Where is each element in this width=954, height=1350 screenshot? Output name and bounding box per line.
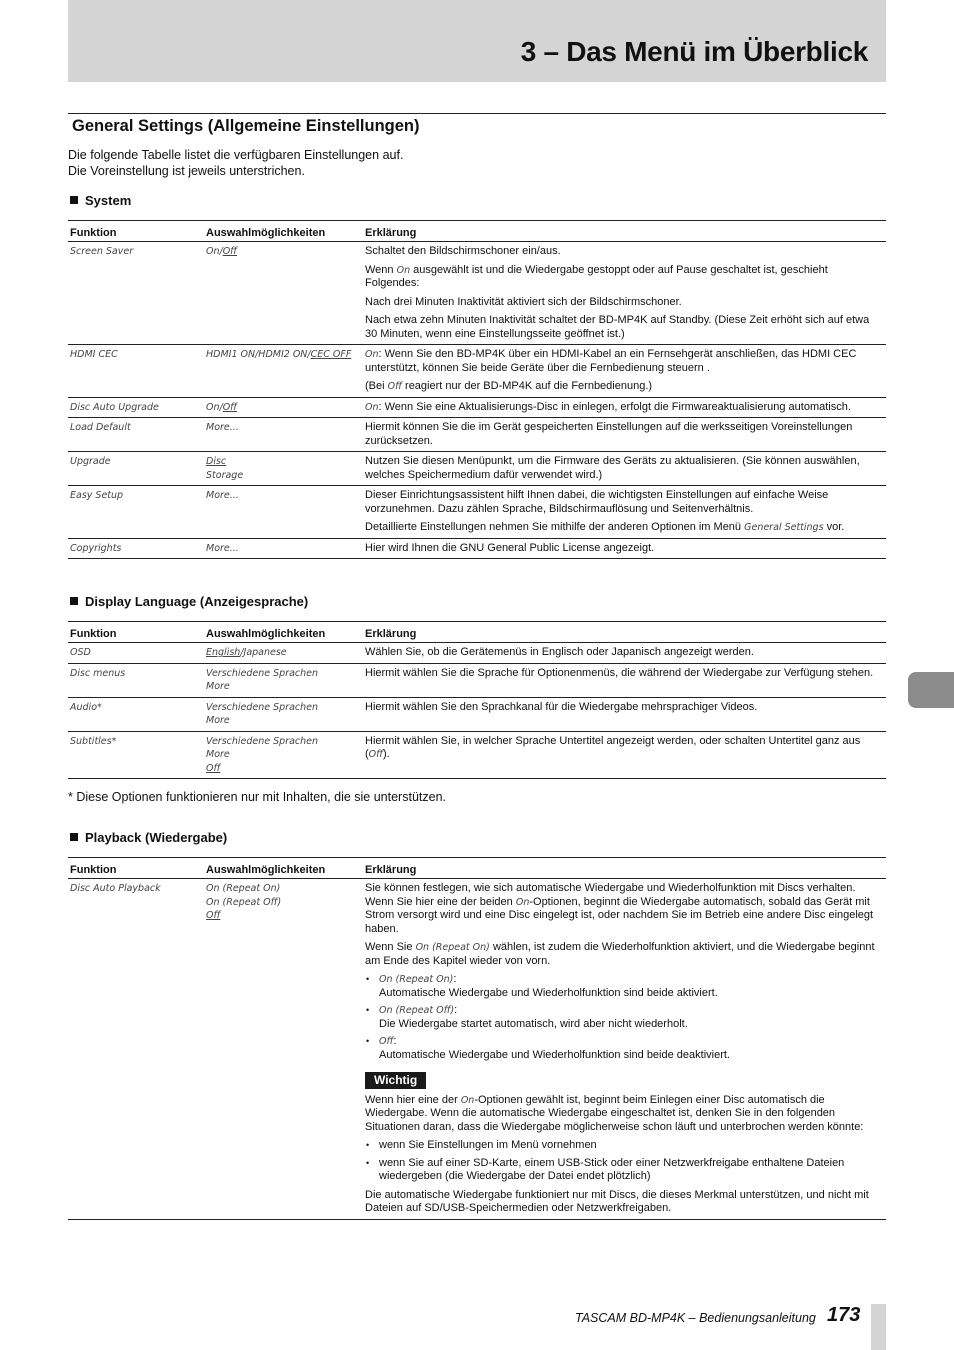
option: More [206,715,230,726]
text: -Optionen, beginnt die Wiedergabe automatisch, sobald das Gerät mit Strom versorgt wird und eine Disc eingelegt ist, oder nachdem Sie im Betrieb eine andere Disc eingelegt haben. [365,895,874,935]
section-rule [68,113,886,114]
text: ). [383,748,390,760]
option-default: Off [206,910,221,921]
text: wählen, ist zudem die Wiederholfunktion aktiviert, und die Wiedergabe beginnt am Ende des Kapitel wieder von vorn. [365,941,875,967]
table-row [68,879,886,1220]
list-item: • wenn Sie auf einer SD-Karte, einem USB-Stick oder einer Netzwerkfreigabe enthaltene Dateien wiedergeben (die Wiedergabe der Datei endet plötzlich) [365,1157,884,1184]
function-name: Load Default [68,418,204,452]
option: More... [206,542,239,554]
options-cell [204,663,363,697]
explanation-text: Nach drei Minuten Inaktivität aktiviert sich der Bildschirmschoner. [365,295,682,308]
table-row [68,242,886,345]
option: On (Repeat On) [206,883,281,894]
subsection-title: Display Language (Anzeigesprache) [85,594,309,609]
options-cell [204,242,363,345]
option-default: English [206,647,241,658]
square-bullet-icon [70,597,78,605]
column-header-function: Funktion [68,858,204,879]
menu-term: On [460,1094,475,1106]
text: : [454,1004,458,1016]
explanation-cell [363,663,886,697]
intro-line: Die Voreinstellung ist jeweils unterstrichen. [68,164,305,178]
text: (Bei [365,380,388,392]
table-header-row [68,221,886,242]
text: Wenn hier eine der [365,1093,461,1106]
option-default: CEC OFF [310,349,352,360]
subsection-display-language [68,594,308,609]
function-name: Disc Auto Upgrade [68,397,204,418]
menu-term: On [515,896,530,908]
column-header-options: Auswahlmöglichkeiten [204,622,363,643]
subsection-system [68,193,131,208]
text: Automatische Wiedergabe und Wiederholfunktion sind beide deaktiviert. [379,1048,730,1061]
explanation-text [365,521,884,535]
table-header-row [68,622,886,643]
text: Sie können festlegen, wie sich automatische Wiedergabe und Wiederholfunktion mit Discs verhalten. Wenn Sie hier eine der beiden [365,882,856,908]
explanation-cell [363,486,886,539]
column-header-explanation: Erklärung [363,858,886,879]
explanation-text [365,401,884,415]
function-name: Upgrade [68,452,204,486]
list-item [365,973,884,1000]
explanation-text: Dieser Einrichtungsassistent hilft Ihnen dabei, die wichtigsten Einstellungen auf einfache Weise vorzunehmen. Dazu zählen Sprache, Bildschirmauflösung und Seitenverhältnis. [365,489,829,515]
text: : [453,973,457,985]
explanation-text [365,941,884,968]
option: More... [206,490,239,501]
subsection-playback [68,830,227,845]
options-cell [204,731,363,779]
important-badge: Wichtig [365,1072,426,1089]
explanation-cell [363,697,886,731]
explanation-text: Hiermit können Sie die im Gerät gespeicherten Einstellungen auf die werksseitigen Voreinstellungen zurücksetzen. [365,421,853,447]
text: Automatische Wiedergabe und Wiederholfunktion sind beide aktiviert. [379,986,718,999]
function-name: Screen Saver [68,242,204,345]
explanation-text: Hiermit wählen Sie den Sprachkanal für die Wiedergabe mehrsprachiger Videos. [365,700,758,713]
column-header-explanation: Erklärung [363,622,886,643]
function-name: Copyrights [68,538,204,559]
option-separator: / [219,246,223,257]
explanation-cell [363,418,886,452]
option: HDMI1 ON/HDMI2 ON/ [206,349,311,360]
table-row [68,731,886,779]
intro-line: Die folgende Tabelle listet die verfügbaren Einstellungen auf. [68,148,404,162]
function-name: Easy Setup [68,486,204,539]
explanation-cell [363,242,886,345]
text: : Wenn Sie den BD-MP4K über ein HDMI-Kabel an ein Fernsehgerät anschließen, das HDMI CEC unterstützt, können Sie beide Geräte über die Fernbedienung steuern . [365,348,857,374]
column-header-explanation: Erklärung [363,221,886,242]
explanation-text [365,1094,884,1135]
table-header-row [68,858,886,879]
option-default: Disc [206,456,227,467]
function-name: Disc menus [68,663,204,697]
function-name: OSD [68,643,204,664]
menu-term: On (Repeat Off) [379,1005,455,1016]
column-header-options: Auswahlmöglichkeiten [204,858,363,879]
explanation-cell [363,879,886,1220]
option: Verschiedene Sprachen [206,667,319,679]
table-row [68,486,886,539]
text: Die Wiedergabe startet automatisch, wird aber nicht wiederholt. [379,1017,688,1030]
explanation-text: Nach etwa zehn Minuten Inaktivität schaltet der BD-MP4K auf Standby. (Diese Zeit erhöht sich auf etwa 30 Minuten, wenn eine Einstellungsseite geöffnet ist.) [365,314,870,340]
option: Storage [206,469,244,481]
table-row [68,397,886,418]
menu-term: On (Repeat On) [415,942,490,953]
explanation-cell [363,643,886,664]
option-default: Off [222,401,238,413]
menu-term: On [365,349,379,360]
option-separator: / [240,647,244,658]
options-cell [204,397,363,418]
table-row [68,452,886,486]
list-item [365,1004,884,1031]
table-row [68,345,886,398]
text: Wenn [365,263,397,276]
text: : Wenn Sie eine Aktualisierungs-Disc in einlegen, erfolgt die Firmwareaktualisierung automatisch. [378,400,851,413]
column-header-options: Auswahlmöglichkeiten [204,221,363,242]
menu-term: Off [387,381,402,392]
option: More [206,749,230,760]
menu-term: Off [379,1036,394,1047]
options-cell [204,345,363,398]
text: Detaillierte Einstellungen nehmen Sie mithilfe der anderen Optionen im Menü [365,521,745,533]
subsection-title: Playback (Wiedergabe) [85,830,228,845]
explanation-cell [363,538,886,559]
column-header-function: Funktion [68,622,204,643]
explanation-text [365,264,884,291]
explanation-text: Schaltet den Bildschirmschoner ein/aus. [365,245,561,257]
option: On (Repeat Off) [206,896,282,908]
page-number: 173 [827,1304,861,1326]
footer-manual-title: TASCAM BD-MP4K – Bedienungsanleitung [575,1311,816,1325]
subsection-title: System [85,193,132,208]
option-list [365,973,884,1062]
options-cell [204,879,363,1220]
options-cell [204,643,363,664]
explanation-text: Wählen Sie, ob die Gerätemenüs in Englisch oder Japanisch angezeigt werden. [365,646,754,658]
option: On [206,246,220,257]
table-row [68,418,886,452]
option-default: Off [222,246,238,257]
table-row [68,643,886,664]
section-title: General Settings (Allgemeine Einstellungen) [72,117,420,135]
column-header-function: Funktion [68,221,204,242]
text: : [393,1035,397,1047]
explanation-cell [363,452,886,486]
options-cell [204,486,363,539]
list-item [365,1035,884,1062]
footnote: * Diese Optionen funktionieren nur mit Inhalten, die sie unterstützen. [68,790,446,804]
option: On [206,401,220,413]
table-row [68,538,886,559]
explanation-text [365,882,884,936]
text: ausgewählt ist und die Wiedergabe gestoppt oder auf Pause geschaltet ist, geschieht Folgendes: [365,263,828,289]
square-bullet-icon [70,833,78,841]
option-separator: / [219,401,223,413]
options-cell [204,452,363,486]
options-cell [204,697,363,731]
explanation-cell [363,731,886,779]
option: Verschiedene Sprachen [206,701,319,713]
option: More... [206,422,239,433]
option: Japanese [243,647,287,658]
intro-text [68,147,403,179]
explanation-text [365,735,884,762]
header-band [68,0,886,82]
text: Wenn Sie [365,941,416,953]
square-bullet-icon [70,196,78,204]
playback-table [68,857,886,1220]
function-name: Disc Auto Playback [68,879,204,1220]
menu-term: On [396,264,411,276]
list-item: • wenn Sie Einstellungen im Menü vornehmen [365,1139,884,1153]
menu-term: On [365,401,379,413]
function-name: Subtitles* [68,731,204,779]
explanation-text [365,380,884,394]
chapter-side-tab [908,672,954,708]
chapter-title: 3 – Das Menü im Überblick [520,36,868,67]
options-cell [204,418,363,452]
text: reagiert nur der BD-MP4K auf die Fernbedienung.) [401,380,653,392]
explanation-text: Hier wird Ihnen die GNU General Public License angezeigt. [365,541,655,554]
table-row [68,697,886,731]
function-name: HDMI CEC [68,345,204,398]
explanation-text: Hiermit wählen Sie die Sprache für Optionenmenüs, die während der Wiedergabe zur Verfügung stehen. [365,666,874,679]
explanation-text: Nutzen Sie diesen Menüpunkt, um die Firmware des Geräts zu aktualisieren. (Sie können auswählen, welches Speichermedium dafür verwendet wird.) [365,455,860,481]
explanation-text: Die automatische Wiedergabe funktioniert nur mit Discs, die dieses Merkmal unterstützen, und nicht mit Dateien auf SD/USB-Speichermedien oder Netzwerkfreigaben. [365,1188,869,1214]
explanation-cell [363,397,886,418]
options-cell [204,538,363,559]
system-table [68,220,886,559]
text: vor. [823,521,845,533]
warning-list [365,1139,884,1184]
option: Verschiedene Sprachen [206,735,319,747]
text: -Optionen gewählt ist, beginnt beim Einlegen einer Disc automatisch die Wiedergabe. Wenn die automatische Wiedergabe eingeschaltet ist, denken Sie in den folgenden Situationen daran, dass die Wiedergabe möglicherweise schon läuft und unterbrochen werden könnte: [365,1093,864,1133]
display-language-table [68,621,886,779]
explanation-cell [363,345,886,398]
page-edge-tab [871,1304,886,1350]
table-row [68,663,886,697]
explanation-text [365,348,884,375]
option: More [206,681,230,692]
function-name: Audio* [68,697,204,731]
menu-term: On (Repeat On) [379,974,454,985]
text: Hiermit wählen Sie, in welcher Sprache Untertitel angezeigt werden, oder schalten Untertitel ganz aus ( [365,734,861,760]
menu-term: Off [368,749,384,760]
option-default: Off [206,762,221,774]
menu-term: General Settings [744,522,824,533]
